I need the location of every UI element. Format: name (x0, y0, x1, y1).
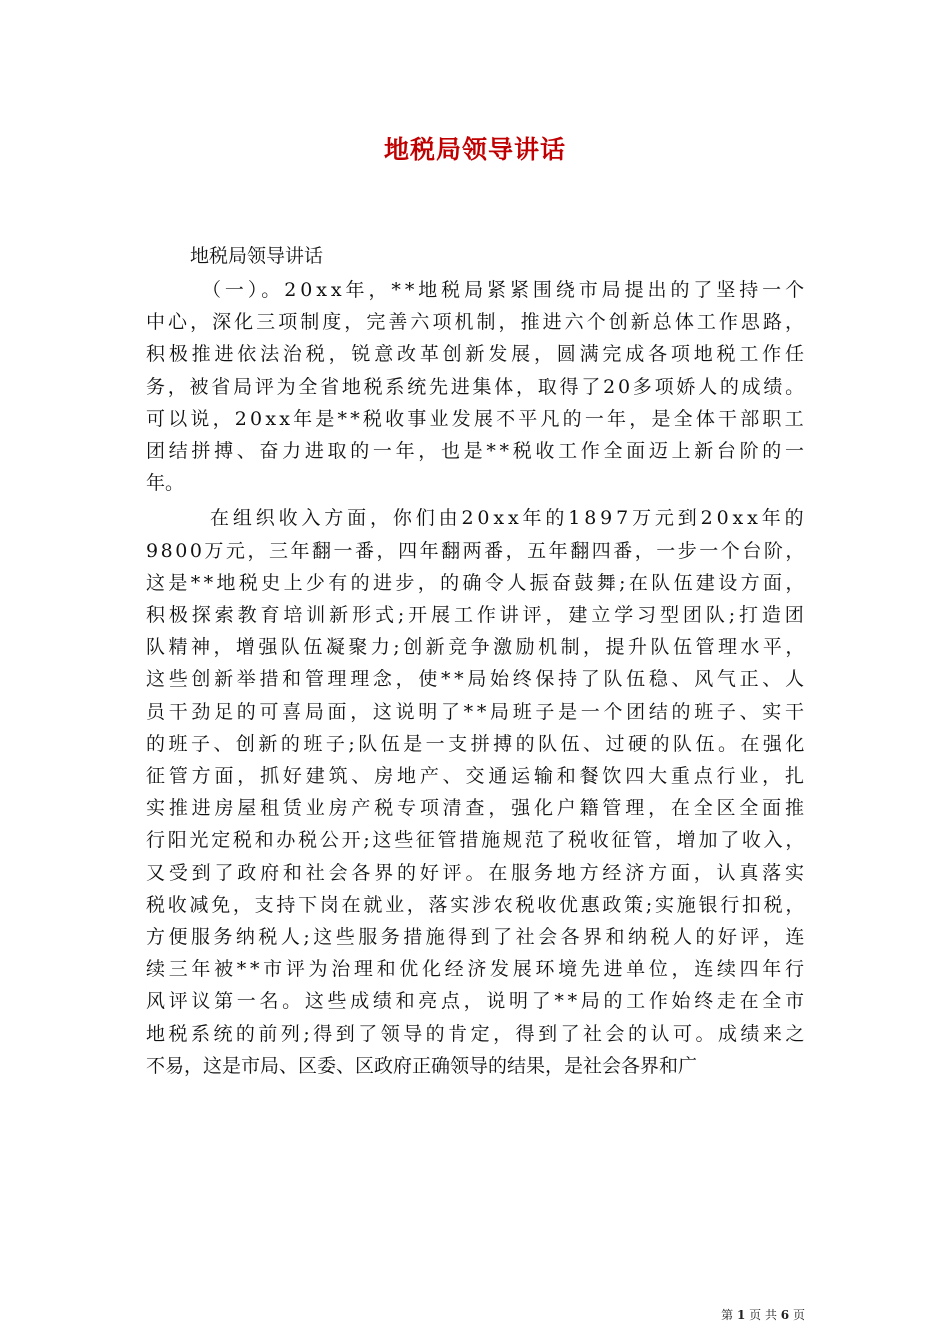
text-line: 方便服务纳税人;这些服务措施得到了社会各界和纳税人的好评，连 (146, 926, 808, 948)
text-line: 这些创新举措和管理理念，使**局始终保持了队伍稳、风气正、人 (146, 668, 808, 691)
text-line: 行阳光定税和办税公开;这些征管措施规范了税收征管，增加了收入， (146, 829, 808, 852)
page-footer (721, 1306, 805, 1323)
text-line: 的班子、创新的班子;队伍是一支拼搏的队伍、过硬的队伍。在强化 (146, 732, 808, 755)
footer-suffix: 页 (792, 1308, 805, 1322)
footer-middle: 页 共 (749, 1308, 777, 1322)
text-line: 可以说，20xx年是**税收事业发展不平凡的一年，是全体干部职工 (146, 407, 807, 430)
text-line: 队精神，增强队伍凝聚力;创新竞争激励机制，提升队伍管理水平， (146, 636, 808, 659)
text-line: 员干劲足的可喜局面，这说明了**局班子是一个团结的班子、实干 (146, 700, 808, 723)
text-line: 务，被省局评为全省地税系统先进集体，取得了20多项娇人的成绩。 (146, 375, 807, 398)
text-line: 团结拼搏、奋力进取的一年，也是**税收工作全面迈上新台阶的一 (146, 440, 808, 462)
text-line: （一）。20xx年，**地税局紧紧围绕市局提出的了坚持一个 (202, 279, 809, 301)
text-line: 地税系统的前列;得到了领导的肯定，得到了社会的认可。成绩来之 (146, 1022, 808, 1045)
text-line: 不易，这是市局、区委、区政府正确领导的结果，是社会各界和广 (146, 1054, 698, 1077)
text-line: 税收减免，支持下岗在就业，落实涉农税收优惠政策;实施银行扣税， (146, 893, 808, 916)
text-line: 实推进房屋租赁业房产税专项清查，强化户籍管理，在全区全面推 (146, 797, 808, 820)
text-line: 征管方面，抓好建筑、房地产、交通运输和餐饮四大重点行业，扎 (146, 765, 808, 787)
document-title: 地税局领导讲话 (383, 135, 566, 164)
text-line: 续三年被**市评为治理和优化经济发展环境先进单位，连续四年行 (146, 958, 808, 981)
text-line: 风评议第一名。这些成绩和亮点，说明了**局的工作始终走在全市 (146, 990, 808, 1013)
text-line: 积极探索教育培训新形式;开展工作讲评，建立学习型团队;打造团 (146, 604, 808, 626)
text-line: 在组织收入方面，你们由20xx年的1897万元到20xx年的 (210, 507, 808, 530)
section-heading: 地税局领导讲话 (190, 245, 324, 267)
text-line: 这是**地税史上少有的进步，的确令人振奋鼓舞;在队伍建设方面， (146, 571, 808, 594)
current-page-number: 1 (736, 1308, 746, 1322)
text-line: 年。 (146, 472, 185, 495)
text-line: 9800万元，三年翻一番，四年翻两番，五年翻四番，一步一个台阶， (146, 539, 807, 562)
text-line: 又受到了政府和社会各界的好评。在服务地方经济方面，认真落实 (146, 861, 808, 884)
footer-prefix: 第 (721, 1308, 734, 1322)
total-pages-number: 6 (780, 1308, 790, 1322)
text-line: 积极推进依法治税，锐意改革创新发展，圆满完成各项地税工作任 (146, 343, 808, 366)
text-line: 中心，深化三项制度，完善六项机制，推进六个创新总体工作思路， (146, 311, 808, 334)
